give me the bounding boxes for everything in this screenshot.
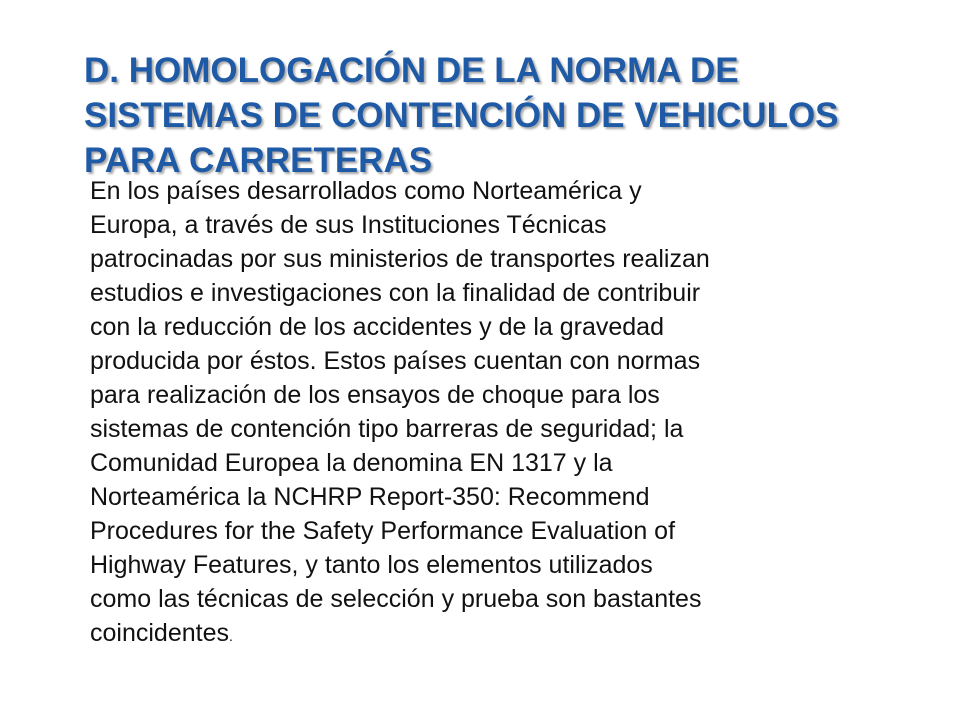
title-line: D. HOMOLOGACIÓN DE LA NORMA DE	[84, 51, 739, 90]
body-line: Procedures for the Safety Performance Evaluation of	[90, 517, 676, 545]
body-line: Highway Features, y tanto los elementos utilizados	[90, 551, 653, 579]
body-line: Europa, a través de sus Instituciones Técnicas	[90, 211, 607, 239]
body-line: con la reducción de los accidentes y de la gravedad	[90, 313, 664, 341]
body-line: estudios e investigaciones con la finalidad de contribuir	[90, 279, 701, 307]
body-trailing-period: .	[228, 628, 233, 644]
body-line: sistemas de contención tipo barreras de seguridad; la	[90, 415, 684, 443]
slide-body-text	[90, 174, 890, 653]
title-line: PARA CARRETERAS	[84, 141, 433, 180]
title-line: SISTEMAS DE CONTENCIÓN DE VEHICULOS	[84, 96, 839, 135]
body-line: En los países desarrollados como Norteamérica y	[90, 177, 642, 205]
body-line-text: coincidentes	[90, 619, 229, 647]
body-line: para realización de los ensayos de choque para los	[90, 381, 660, 409]
body-line: patrocinadas por sus ministerios de transportes realizan	[90, 245, 710, 273]
body-line: producida por éstos. Estos países cuentan con normas	[90, 347, 701, 375]
slide-title	[84, 48, 904, 183]
body-line: como las técnicas de selección y prueba son bastantes	[90, 585, 702, 613]
body-line-last	[90, 616, 890, 653]
body-line: Norteamérica la NCHRP Report-350: Recommend	[90, 483, 650, 511]
body-line: Comunidad Europea la denomina EN 1317 y la	[90, 449, 613, 477]
